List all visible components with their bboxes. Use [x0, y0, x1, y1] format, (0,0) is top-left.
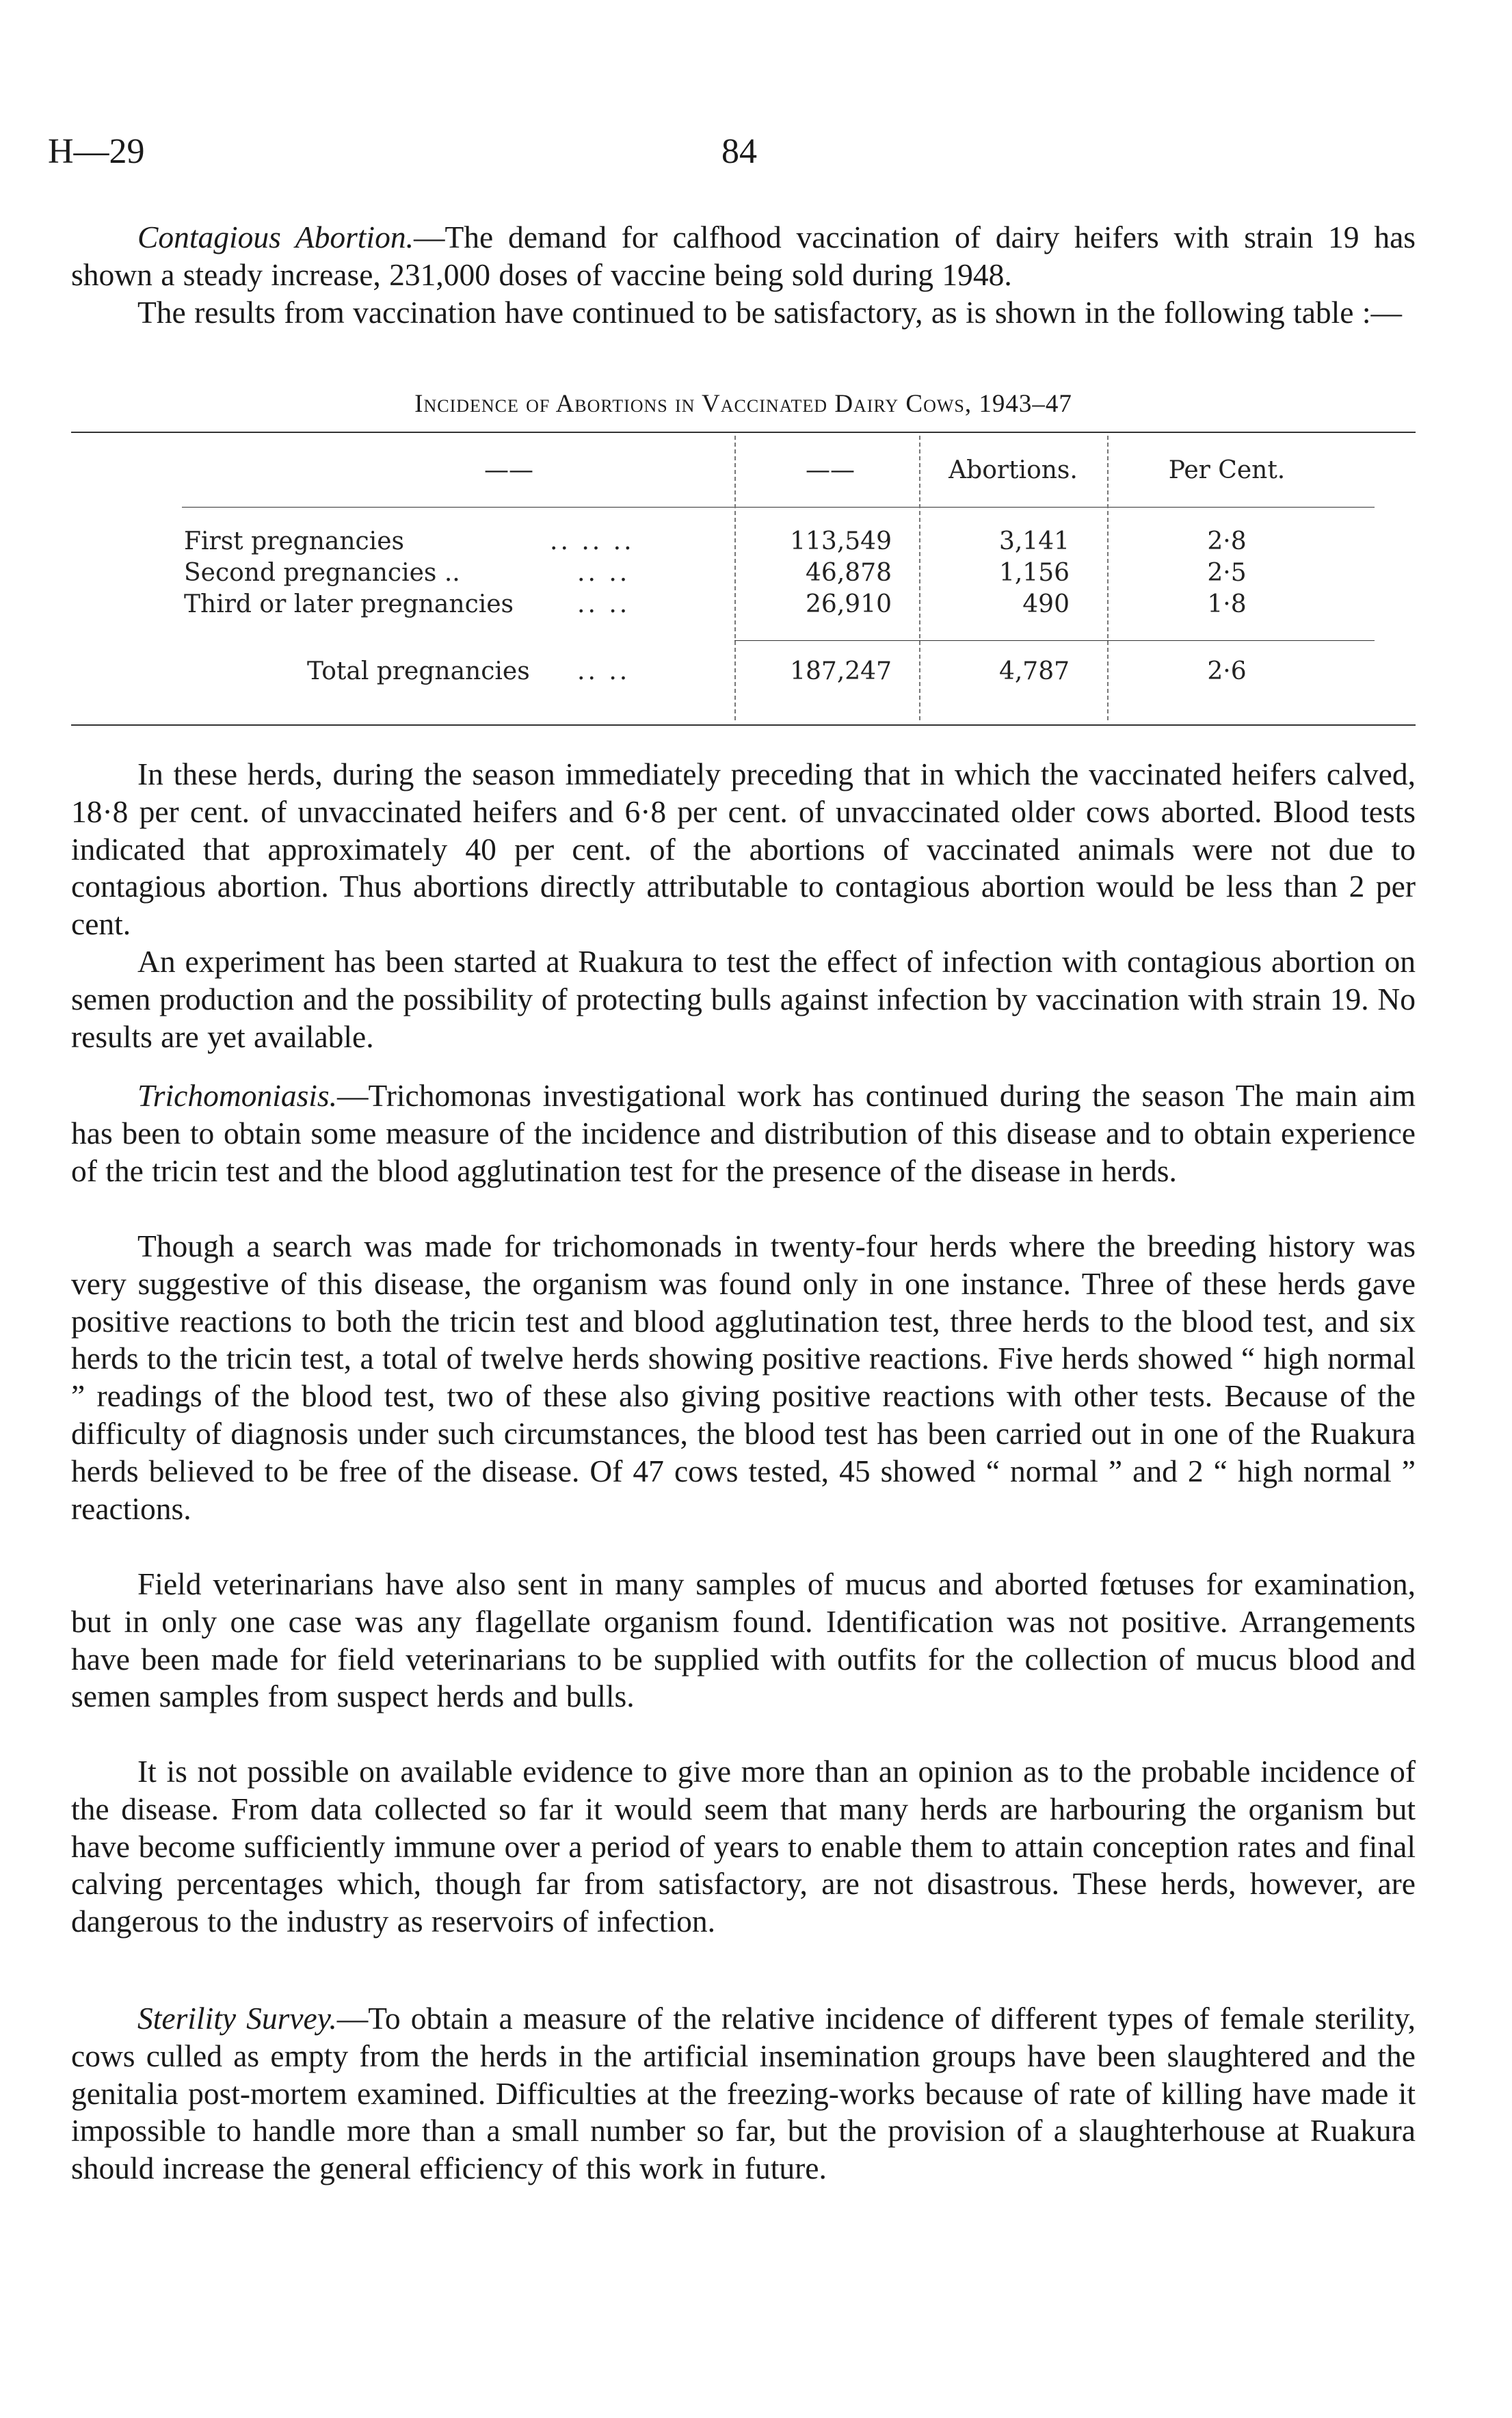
header-col1: ——: [806, 456, 855, 484]
row-percent: 2·5: [1207, 559, 1247, 587]
total-count: 187,247: [790, 657, 892, 685]
paragraph-incidence: It is not possible on available evidence to give more than an opinion as to the probable incidence of the disease. From data collected so far it would seem that many herds are harbouring the organism but have become sufficiently immune over a period of years to enable them to attain conception rates and final calving percentages which, though far from satisfactory, are not disastrous. These herds, however, are dangerous to the industry as reservoirs of infection.: [71, 1754, 1416, 1939]
row-label: First pregnancies: [184, 527, 404, 555]
row-percent: 2·8: [1207, 527, 1247, 555]
heading-contagious-abortion: Contagious Abortion.: [137, 220, 414, 254]
row-abortions: 1,156: [998, 559, 1070, 587]
table-top-rule: [71, 432, 1416, 433]
total-percent: 2·6: [1207, 657, 1247, 685]
row-total: 113,549: [790, 527, 892, 555]
row-label: Second pregnancies ..: [184, 559, 460, 587]
paragraph-sterility-survey: [71, 2000, 1416, 2187]
header-rule: [182, 507, 1375, 508]
table-title: Incidence of Abortions in Vaccinated Dairy Cows, 1943–47: [414, 390, 1072, 418]
page-header: [48, 131, 1416, 179]
row-abortions: 490: [1022, 590, 1070, 618]
total-dots: .. ..: [577, 657, 631, 685]
total-rule: [734, 640, 1375, 641]
heading-trichomoniasis: Trichomoniasis.: [137, 1078, 338, 1113]
row-percent: 1·8: [1207, 590, 1247, 618]
header-abortions: Abortions.: [949, 456, 1078, 484]
paragraph-results: The results from vaccination have continued to be satisfactory, as is shown in the following table :—: [137, 295, 1403, 330]
row-label: Third or later pregnancies: [184, 590, 514, 618]
row-dots: .. ..: [577, 559, 631, 587]
table-bottom-rule: [71, 724, 1416, 726]
paragraph-search: Though a search was made for trichomonads in twenty-four herds where the breeding history was very suggestive of this disease, the organism was found only in one instance. Three of these herds gave positive reactions to both the tricin test and blood agglutination test, three herds to the blood test, and six herds to the tricin test, a total of twelve herds showing positive reactions. Five herds showed “ high normal ” readings of the blood test, two of these also giving positive reactions with other tests. Because of the difficulty of diagnosis under such circumstances, the blood test has been carried out in one of the Ruakura herds believed to be free of the disease. Of 47 cows tested, 45 showed “ normal ” and 2 “ high normal ” reactions.: [71, 1228, 1416, 1526]
heading-sterility-survey: Sterility Survey.: [137, 2001, 337, 2036]
row-dots: .. .. ..: [550, 527, 635, 555]
document-code: H—29: [48, 132, 145, 171]
column-divider: [1107, 436, 1109, 720]
paragraph-ruakura-experiment: An experiment has been started at Ruakura to test the effect of infection with contagious abortion on semen production and the possibility of protecting bulls against infection by vaccination with strain 19. No results are yet available.: [71, 944, 1416, 1054]
paragraph-herd-results: In these herds, during the season immediately preceding that in which the vaccinated heifers calved, 18·8 per cent. of unvaccinated heifers and 6·8 per cent. of unvaccinated older cows aborted. Blood tests indicated that approximately 40 per cent. of the abortions of vaccinated animals were not due to contagious abortion. Thus abortions directly attributable to contagious abortion would be less than 2 per cent.: [71, 757, 1416, 942]
paragraph-contagious-abortion-intro: [71, 219, 1416, 294]
row-dots: .. ..: [577, 590, 631, 618]
row-total: 46,878: [806, 559, 892, 587]
total-label: Total pregnancies: [307, 657, 530, 685]
total-abortions: 4,787: [998, 657, 1070, 685]
column-divider: [734, 436, 736, 720]
header-per-cent: Per Cent.: [1168, 456, 1286, 484]
paragraph-text: —To obtain a measure of the relative incidence of different types of female sterility, cows culled as empty from the herds in the artificial insemination groups have been slaughtered and the genitalia post-mortem examined. Difficulties at the freezing-works because of rate of killing have made it impossible to handle more than a small number so far, but the provision of a slaughterhouse at Ruakura should increase the general efficiency of this work in future.: [71, 2001, 1416, 2186]
row-total: 26,910: [806, 590, 892, 618]
paragraph-trichomoniasis-intro: [71, 1077, 1416, 1190]
abortions-table: [71, 432, 1416, 726]
paragraph-text: —The demand for calfhood vaccination of dairy heifers with strain 19 has shown a steady increase, 231,000 doses of vaccine being sold during 1948.: [71, 220, 1416, 292]
header-col0: ——: [484, 456, 533, 484]
paragraph-text: —Trichomonas investigational work has continued during the season The main aim has been to obtain some measure of the incidence and distribution of this disease and to obtain experience of the tricin test and the blood agglutination test for the presence of the disease in herds.: [71, 1078, 1416, 1188]
page-number: 84: [721, 132, 757, 171]
row-abortions: 3,141: [998, 527, 1070, 555]
column-divider: [919, 436, 920, 720]
paragraph-field-veterinarians: Field veterinarians have also sent in many samples of mucus and aborted fœtuses for examination, but in only one case was any flagellate organism found. Identification was not positive. Arrangements have been made for field veterinarians to be supplied with outfits for the collection of mucus blood and semen samples from suspect herds and bulls.: [71, 1566, 1416, 1714]
